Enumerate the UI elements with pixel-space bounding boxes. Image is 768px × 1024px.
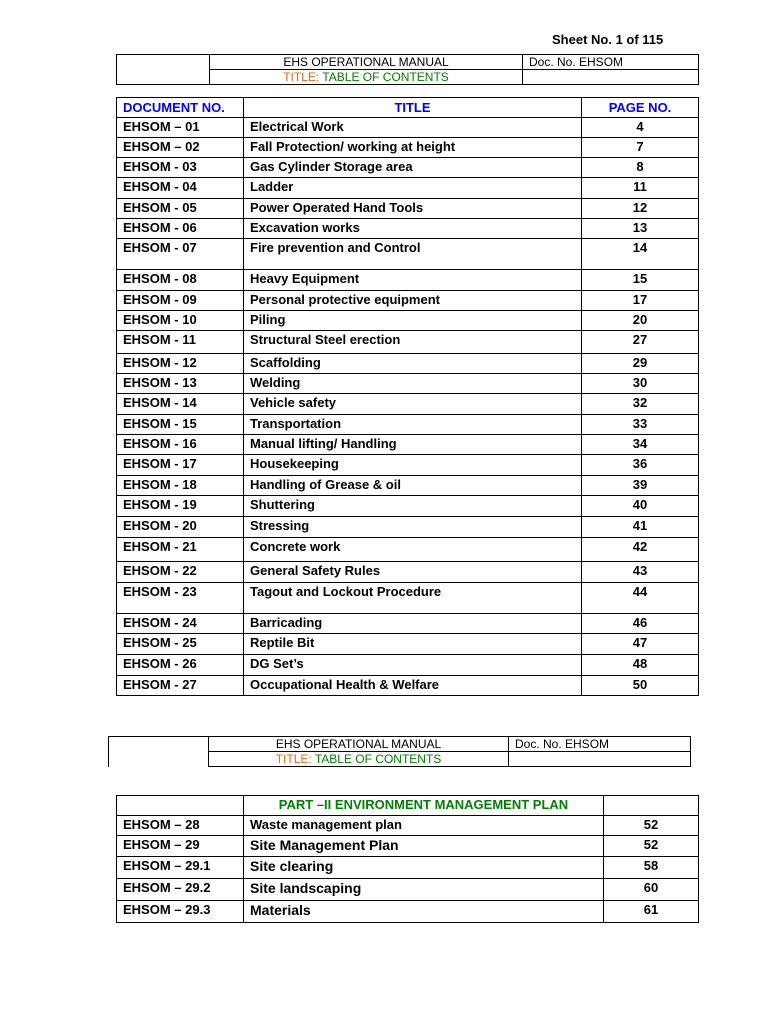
table-row — [117, 219, 699, 239]
page-number-cell: 27 — [582, 331, 699, 354]
doc-number-cell: EHSOM – 01 — [117, 118, 244, 138]
sheet-number: Sheet No. 1 of 115 — [552, 32, 664, 47]
table-row — [117, 634, 699, 655]
table-row — [117, 374, 699, 394]
title-value: TABLE OF CONTENTS — [314, 752, 442, 766]
table-row — [117, 270, 699, 291]
table-row — [117, 816, 699, 836]
column-header-document-no: DOCUMENT NO. — [117, 98, 244, 118]
title-cell: Electrical Work — [244, 118, 582, 138]
page-number-cell: 11 — [582, 178, 699, 199]
doc-number-cell: EHSOM – 28 — [117, 816, 244, 836]
table-row — [117, 394, 699, 415]
doc-number-cell: EHSOM - 22 — [117, 562, 244, 583]
doc-number-cell: EHSOM – 29.1 — [117, 857, 244, 879]
header-empty-cell — [523, 70, 699, 85]
part-heading: PART –II ENVIRONMENT MANAGEMENT PLAN — [244, 796, 604, 816]
doc-number-cell: EHSOM - 25 — [117, 634, 244, 655]
header-blank-cell — [109, 737, 209, 767]
title-cell: Excavation works — [244, 219, 582, 239]
table-row — [117, 455, 699, 476]
page-number-cell: 15 — [582, 270, 699, 291]
doc-number-cell: EHSOM - 18 — [117, 476, 244, 496]
table-row — [117, 138, 699, 158]
table-row — [117, 354, 699, 374]
column-header-title: TITLE — [244, 98, 582, 118]
title-cell: Site Management Plan — [244, 836, 604, 857]
title-cell: Welding — [244, 374, 582, 394]
page-number-cell: 30 — [582, 374, 699, 394]
title-cell: Handling of Grease & oil — [244, 476, 582, 496]
page-number-cell: 52 — [604, 816, 699, 836]
page-number-cell: 34 — [582, 435, 699, 455]
title-cell: Tagout and Lockout Procedure — [244, 583, 582, 614]
doc-number-cell: EHSOM - 21 — [117, 538, 244, 562]
doc-number-cell: EHSOM - 19 — [117, 496, 244, 517]
table-row — [117, 415, 699, 435]
page-number-cell: 52 — [604, 836, 699, 857]
title-cell: Fall Protection/ working at height — [244, 138, 582, 158]
page-number-cell: 39 — [582, 476, 699, 496]
doc-number-cell: EHSOM - 24 — [117, 614, 244, 634]
table-row — [117, 655, 699, 676]
table-row — [117, 311, 699, 331]
doc-number-cell: EHSOM - 23 — [117, 583, 244, 614]
page-number-cell: 61 — [604, 901, 699, 923]
page-number-cell: 43 — [582, 562, 699, 583]
doc-number-cell: EHSOM - 04 — [117, 178, 244, 199]
page-number-cell: 33 — [582, 415, 699, 435]
empty-cell — [117, 796, 244, 816]
doc-number-cell: EHSOM – 29.2 — [117, 879, 244, 901]
doc-number-cell: EHSOM - 06 — [117, 219, 244, 239]
doc-number: Doc. No. EHSOM — [509, 737, 691, 752]
table-row — [117, 476, 699, 496]
title-cell: General Safety Rules — [244, 562, 582, 583]
doc-number-cell: EHSOM - 13 — [117, 374, 244, 394]
table-of-contents — [116, 97, 699, 696]
page-number-cell: 32 — [582, 394, 699, 415]
title-cell: Structural Steel erection — [244, 331, 582, 354]
title-label: TITLE — [275, 752, 309, 766]
page-number-cell: 17 — [582, 291, 699, 311]
doc-number-cell: EHSOM - 09 — [117, 291, 244, 311]
doc-number-cell: EHSOM - 12 — [117, 354, 244, 374]
title-cell: Concrete work — [244, 538, 582, 562]
table-row — [117, 676, 699, 696]
table-row — [117, 538, 699, 562]
doc-number-cell: EHSOM - 11 — [117, 331, 244, 354]
title-separator: : — [315, 70, 323, 84]
title-cell: Personal protective equipment — [244, 291, 582, 311]
title-separator: : — [308, 752, 315, 766]
column-header-page-no: PAGE NO. — [582, 98, 699, 118]
title-cell: Power Operated Hand Tools — [244, 199, 582, 219]
table-row — [117, 836, 699, 857]
manual-title: EHS OPERATIONAL MANUAL — [209, 737, 509, 752]
section-title — [210, 70, 523, 85]
doc-number: Doc. No. EHSOM — [523, 55, 699, 70]
table-row — [117, 496, 699, 517]
page-number-cell: 50 — [582, 676, 699, 696]
doc-number-cell: EHSOM – 29.3 — [117, 901, 244, 923]
doc-number-cell: EHSOM - 20 — [117, 517, 244, 538]
doc-number-cell: EHSOM - 03 — [117, 158, 244, 178]
page-number-cell: 14 — [582, 239, 699, 270]
doc-number-cell: EHSOM – 29 — [117, 836, 244, 857]
page-number-cell: 13 — [582, 219, 699, 239]
table-row — [117, 879, 699, 901]
doc-number-cell: EHSOM - 26 — [117, 655, 244, 676]
page-number-cell: 47 — [582, 634, 699, 655]
page-number-cell: 58 — [604, 857, 699, 879]
title-value: TABLE OF CONTENTS — [322, 70, 449, 84]
doc-number-cell: EHSOM - 10 — [117, 311, 244, 331]
empty-cell — [604, 796, 699, 816]
title-cell: Shuttering — [244, 496, 582, 517]
page-number-cell: 41 — [582, 517, 699, 538]
title-cell: Scaffolding — [244, 354, 582, 374]
page-number-cell: 7 — [582, 138, 699, 158]
title-cell: Occupational Health & Welfare — [244, 676, 582, 696]
header-blank-cell — [117, 55, 210, 85]
page-number-cell: 60 — [604, 879, 699, 901]
title-cell: Barricading — [244, 614, 582, 634]
page-number-cell: 48 — [582, 655, 699, 676]
title-cell: Gas Cylinder Storage area — [244, 158, 582, 178]
header-empty-cell — [509, 752, 691, 767]
title-cell: Manual lifting/ Handling — [244, 435, 582, 455]
table-row — [117, 331, 699, 354]
table-row — [117, 562, 699, 583]
doc-number-cell: EHSOM – 02 — [117, 138, 244, 158]
title-cell: DG Set’s — [244, 655, 582, 676]
document-header — [116, 54, 699, 85]
doc-number-cell: EHSOM - 05 — [117, 199, 244, 219]
table-row — [117, 158, 699, 178]
page-number-cell: 8 — [582, 158, 699, 178]
table-row — [117, 239, 699, 270]
title-label: TITLE — [283, 70, 316, 84]
title-cell: Piling — [244, 311, 582, 331]
doc-number-cell: EHSOM - 15 — [117, 415, 244, 435]
environment-plan-table — [116, 795, 699, 923]
page-number-cell: 20 — [582, 311, 699, 331]
table-row — [117, 291, 699, 311]
title-cell: Site landscaping — [244, 879, 604, 901]
table-row — [117, 614, 699, 634]
page-number-cell: 44 — [582, 583, 699, 614]
title-cell: Ladder — [244, 178, 582, 199]
title-cell: Vehicle safety — [244, 394, 582, 415]
title-cell: Heavy Equipment — [244, 270, 582, 291]
doc-number-cell: EHSOM - 17 — [117, 455, 244, 476]
title-cell: Waste management plan — [244, 816, 604, 836]
title-cell: Transportation — [244, 415, 582, 435]
table-row — [117, 517, 699, 538]
part-heading-row — [117, 796, 699, 816]
title-cell: Fire prevention and Control — [244, 239, 582, 270]
page-number-cell: 36 — [582, 455, 699, 476]
page-number-cell: 4 — [582, 118, 699, 138]
document-header-2 — [108, 736, 691, 767]
doc-number-cell: EHSOM - 07 — [117, 239, 244, 270]
doc-number-cell: EHSOM - 14 — [117, 394, 244, 415]
manual-title: EHS OPERATIONAL MANUAL — [210, 55, 523, 70]
table-row — [117, 901, 699, 923]
title-cell: Site clearing — [244, 857, 604, 879]
toc-header-row — [117, 98, 699, 118]
page-number-cell: 12 — [582, 199, 699, 219]
table-row — [117, 857, 699, 879]
section-title — [209, 752, 509, 767]
title-cell: Housekeeping — [244, 455, 582, 476]
table-row — [117, 118, 699, 138]
table-row — [117, 435, 699, 455]
doc-number-cell: EHSOM - 08 — [117, 270, 244, 291]
table-row — [117, 199, 699, 219]
page-number-cell: 40 — [582, 496, 699, 517]
page-number-cell: 42 — [582, 538, 699, 562]
table-row — [117, 178, 699, 199]
page-number-cell: 46 — [582, 614, 699, 634]
table-row — [117, 583, 699, 614]
doc-number-cell: EHSOM - 16 — [117, 435, 244, 455]
title-cell: Materials — [244, 901, 604, 923]
title-cell: Stressing — [244, 517, 582, 538]
page-number-cell: 29 — [582, 354, 699, 374]
doc-number-cell: EHSOM - 27 — [117, 676, 244, 696]
title-cell: Reptile Bit — [244, 634, 582, 655]
